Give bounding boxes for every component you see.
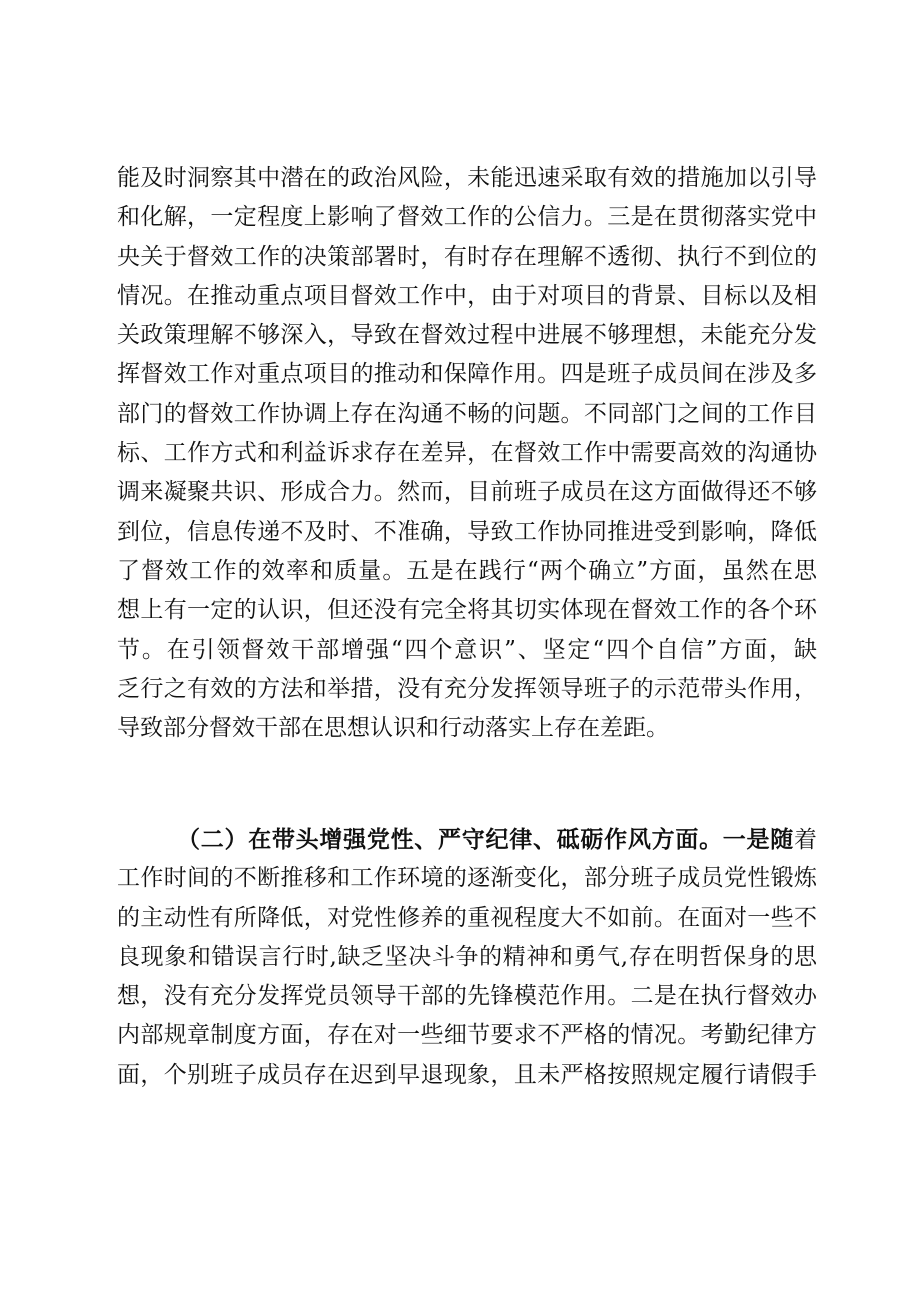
paragraph-line: 关政策理解不够深入，导致在督效过程中进展不够理想，未能充分发 — [117, 322, 817, 349]
paragraph-line: 和化解，一定程度上影响了督效工作的公信力。三是在贯彻落实党中 — [117, 204, 817, 231]
section-heading-line — [117, 820, 817, 859]
paragraph-line: 良现象和错误言行时,缺乏坚决斗争的精神和勇气,存在明哲保身的思 — [117, 943, 817, 970]
paragraph-line: 的主动性有所降低，对党性修养的重视程度大不如前。在面对一些不 — [117, 904, 817, 931]
paragraph-line: 了督效工作的效率和质量。五是在践行“两个确立”方面，虽然在思 — [117, 557, 817, 584]
paragraph-line: 导致部分督效干部在思想认识和行动落实上存在差距。 — [117, 715, 669, 742]
paragraph-1 — [117, 159, 817, 748]
paragraph-line: 部门的督效工作协调上存在沟通不畅的问题。不同部门之间的工作目 — [117, 400, 817, 427]
section-heading: （二）在带头增强党性、严守纪律、砥砺作风方面。一是随 — [177, 826, 794, 853]
paragraph-line: 调来凝聚共识、形成合力。然而，目前班子成员在这方面做得还不够 — [117, 479, 817, 506]
paragraph-line: 内部规章制度方面，存在对一些细节要求不严格的情况。考勤纪律方 — [117, 1022, 817, 1049]
paragraph-line: 面，个别班子成员存在迟到早退现象，且未严格按照规定履行请假手 — [117, 1061, 817, 1088]
paragraph-line: 节。在引领督效干部增强“四个意识”、坚定“四个自信”方面，缺 — [117, 636, 817, 663]
paragraph-line: 挥督效工作对重点项目的推动和保障作用。四是班子成员间在涉及多 — [117, 361, 817, 388]
paragraph-2 — [117, 820, 817, 1095]
heading-tail: 着 — [794, 827, 817, 853]
paragraph-line: 标、工作方式和利益诉求存在差异，在督效工作中需要高效的沟通协 — [117, 440, 817, 467]
paragraph-line: 想，没有充分发挥党员领导干部的先锋模范作用。二是在执行督效办 — [117, 983, 817, 1010]
paragraph-line: 情况。在推动重点项目督效工作中，由于对项目的背景、目标以及相 — [117, 282, 817, 309]
paragraph-line: 想上有一定的认识，但还没有完全将其切实体现在督效工作的各个环 — [117, 597, 817, 624]
paragraph-line: 到位，信息传递不及时、不准确，导致工作协同推进受到影响，降低 — [117, 518, 817, 545]
paragraph-line: 乏行之有效的方法和举措，没有充分发挥领导班子的示范带头作用， — [117, 675, 817, 702]
paragraph-line: 央关于督效工作的决策部署时，有时存在理解不透彻、执行不到位的 — [117, 243, 817, 270]
paragraph-line: 工作时间的不断推移和工作环境的逐渐变化，部分班子成员党性锻炼 — [117, 865, 817, 892]
paragraph-line: 能及时洞察其中潜在的政治风险，未能迅速采取有效的措施加以引导 — [117, 165, 817, 191]
